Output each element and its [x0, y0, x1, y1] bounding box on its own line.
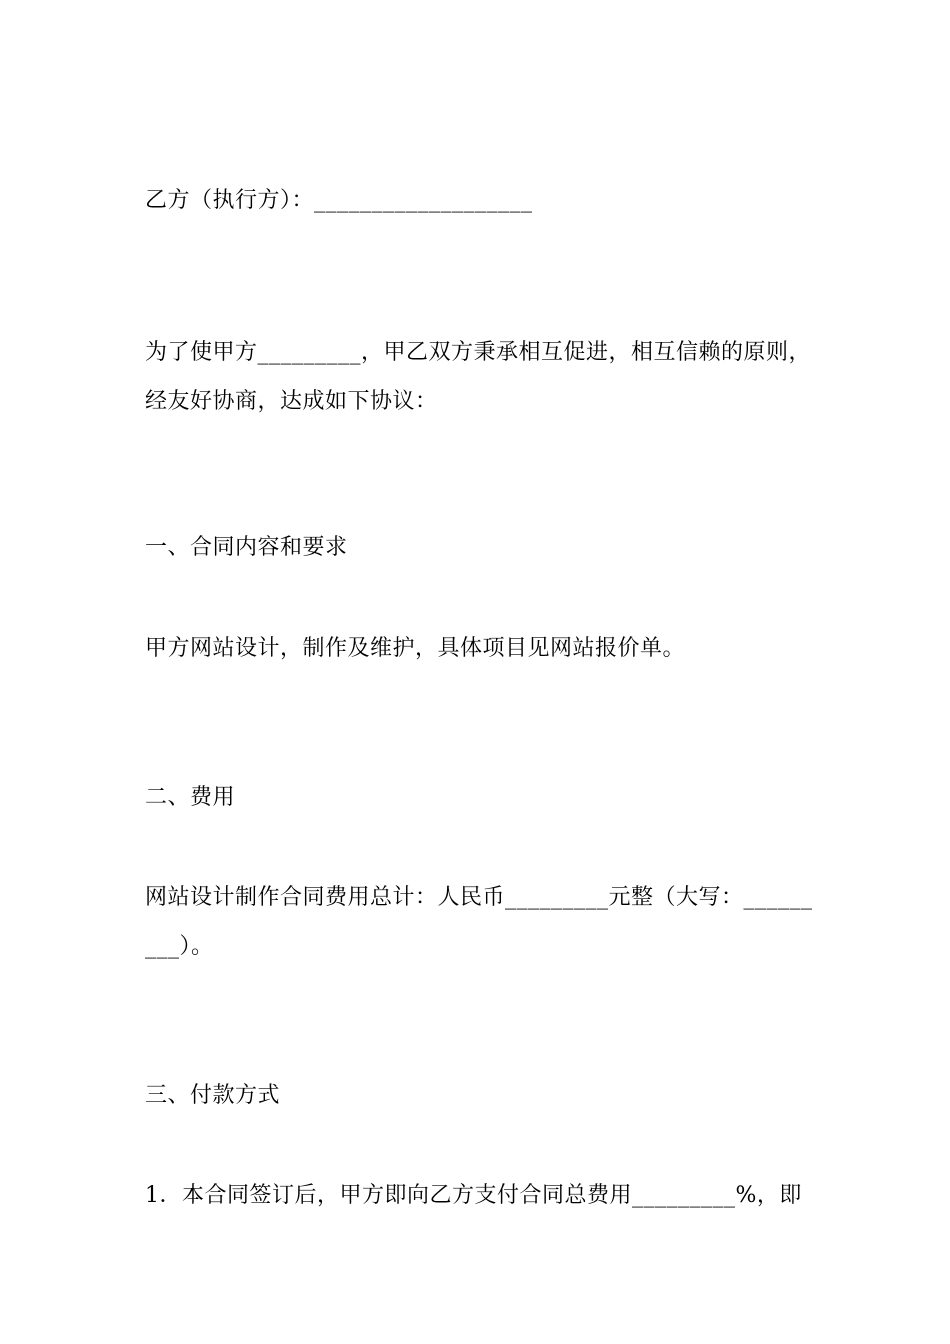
intro-blank: _________ — [257, 340, 362, 365]
fee-uppercase-blank-1: ______ — [743, 885, 813, 910]
party-b-blank: ___________________ — [314, 188, 533, 213]
section-2-body-line-1 — [145, 883, 813, 913]
fee-uppercase-blank-2: ___ — [145, 934, 180, 959]
fee-text-2: 元整（大写： — [608, 885, 744, 910]
section-2-heading-text: 二、费用 — [145, 785, 236, 810]
intro-text-1: 为了使甲方 — [145, 340, 258, 365]
intro-line-2 — [145, 387, 438, 417]
section-1-heading-text: 一、合同内容和要求 — [145, 535, 348, 560]
fee-amount-blank: _________ — [505, 885, 609, 910]
section-3-item-1 — [145, 1181, 802, 1211]
party-b-line — [145, 186, 533, 216]
section-1-body-text: 甲方网站设计，制作及维护，具体项目见网站报价单。 — [145, 636, 686, 661]
intro-text-3: 经友好协商，达成如下协议： — [145, 389, 438, 414]
payment-text-1: 1．本合同签订后，甲方即向乙方支付合同总费用 — [145, 1183, 632, 1208]
fee-text-3: ）。 — [179, 934, 214, 959]
party-b-label: 乙方（执行方）： — [145, 188, 315, 213]
intro-text-2: ，甲乙双方秉承相互促进，相互信赖的原则， — [361, 340, 812, 365]
fee-text-1: 网站设计制作合同费用总计：人民币 — [145, 885, 506, 910]
section-1-body — [145, 634, 685, 664]
section-2-heading — [145, 783, 235, 813]
intro-line-1 — [145, 338, 811, 368]
payment-percent-blank: _________ — [632, 1183, 736, 1208]
section-2-body-line-2 — [145, 932, 214, 962]
payment-text-2: %，即 — [735, 1183, 802, 1208]
section-3-heading — [145, 1081, 280, 1111]
section-3-heading-text: 三、付款方式 — [145, 1083, 281, 1108]
section-1-heading — [145, 533, 348, 563]
